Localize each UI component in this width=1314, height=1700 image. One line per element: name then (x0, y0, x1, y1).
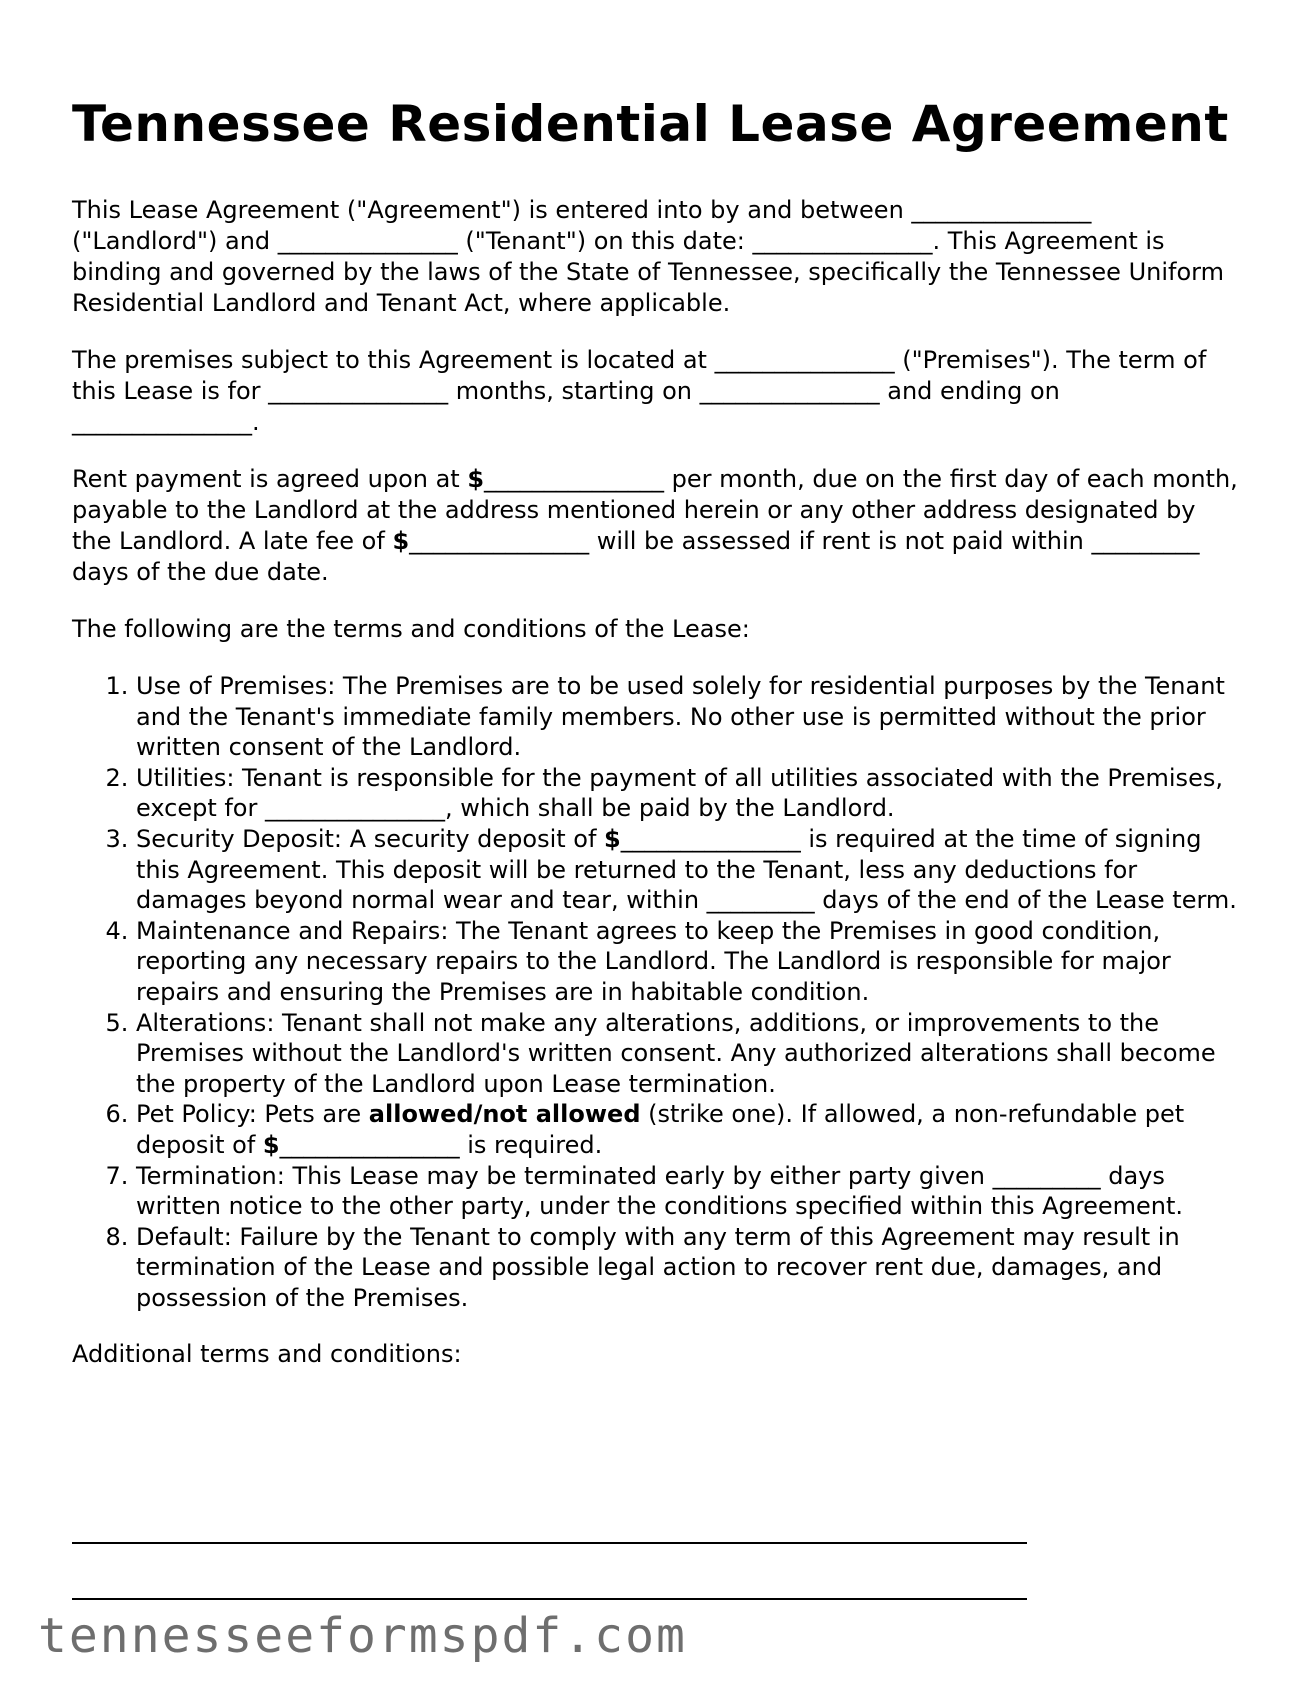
term-text: Utilities: Tenant is responsible for the payment of all utilities associated with the Premises, except for (136, 763, 1223, 823)
start-date-blank[interactable]: _______________ (699, 377, 880, 405)
pet-deposit-blank[interactable]: _______________ (279, 1130, 460, 1159)
utilities-excepted-blank[interactable]: _______________ (265, 794, 445, 823)
additional-terms-line-1[interactable] (72, 1542, 1027, 1544)
rent-text: Rent payment is agreed upon at (72, 465, 468, 493)
intro-text: This Lease Agreement ("Agreement") is entered into by and between (72, 196, 912, 224)
term-alterations: 5. Alterations: Tenant shall not make any alterations, additions, or improvements to the Premises without the Landlord's written consent. Any authorized alterations shall become the property of the Landlord upon Lease termination. (136, 1008, 1242, 1100)
landlord-name-blank[interactable]: _______________ (911, 196, 1092, 224)
term-pet-policy (136, 1099, 1242, 1160)
terms-list (72, 671, 1242, 1313)
agreement-date-blank[interactable]: _______________ (752, 227, 933, 255)
term-default: 8. Default: Failure by the Tenant to comply with any term of this Agreement may result in termination of the Lease and possible legal action to recover rent due, damages, and possession of the Premises. (136, 1222, 1242, 1314)
monthly-rent-blank[interactable]: _______________ (484, 465, 665, 493)
term-utilities (136, 763, 1242, 824)
end-date-blank[interactable]: _______________ (72, 408, 252, 436)
pet-allowed-choice[interactable]: allowed/not allowed (368, 1100, 641, 1129)
intro-text: . This Agreement is binding and governed by the laws of the State of Tennessee, specifically the Tennessee Uniform Residential Landlord and Tenant Act, where applicable. (72, 227, 1224, 317)
premises-text: and ending on (879, 377, 1060, 405)
intro-paragraph (72, 195, 1242, 319)
term-text: (strike one). If allowed, a non-refundable pet deposit of (136, 1100, 1185, 1159)
dollar-sign: $ (392, 527, 410, 555)
premises-text: . (252, 408, 260, 436)
premises-text: The premises subject to this Agreement is located at (72, 346, 715, 374)
dollar-sign: $ (604, 824, 621, 853)
term-use-of-premises: 1. Use of Premises: The Premises are to be used solely for residential purposes by the Tenant and the Tenant's immediate family members. No other use is permitted without the prior written consent of the Landlord. (136, 671, 1242, 763)
intro-text: ("Tenant") on this date: (457, 227, 753, 255)
term-text: , which shall be paid by the Landlord. (445, 794, 895, 823)
grace-days-blank[interactable]: _________ (1091, 527, 1200, 555)
term-security-deposit (136, 824, 1242, 916)
term-text: days of the end of the Lease term. (814, 886, 1237, 915)
tenant-name-blank[interactable]: _______________ (277, 227, 458, 255)
additional-terms-label: Additional terms and conditions: (72, 1340, 462, 1369)
term-text: Termination: This Lease may be terminated early by either party given (136, 1161, 993, 1190)
term-text: days written notice to the other party, under the conditions specified within this Agreement. (136, 1161, 1184, 1221)
term-text: Pet Policy: Pets are (136, 1100, 369, 1129)
premises-address-blank[interactable]: _______________ (714, 346, 895, 374)
rent-text: per month, due on the first day of each month, payable to the Landlord at the address mentioned herein or any other address designated by the Landlord. A late fee of (72, 465, 1238, 555)
term-text: is required. (459, 1130, 603, 1159)
dollar-sign: $ (467, 465, 485, 493)
premises-paragraph (72, 345, 1242, 438)
lease-document (72, 94, 1242, 1396)
dollar-sign: $ (262, 1130, 280, 1159)
watermark: tennesseeformspdf.com (38, 1608, 687, 1664)
lease-term-months-blank[interactable]: _______________ (268, 377, 449, 405)
term-termination (136, 1161, 1242, 1222)
term-text: Security Deposit: A security deposit of (136, 824, 605, 853)
notice-days-blank[interactable]: _________ (992, 1161, 1101, 1190)
terms-intro: The following are the terms and conditions of the Lease: (72, 615, 750, 643)
deposit-return-days-blank[interactable]: _________ (706, 886, 815, 915)
term-text: is required at the time of signing this Agreement. This deposit will be returned to the Tenant, less any deductions for damages beyond normal wear and tear, within (136, 824, 1202, 915)
intro-text: ("Landlord") and (72, 227, 278, 255)
term-maintenance: 4. Maintenance and Repairs: The Tenant agrees to keep the Premises in good condition, reporting any necessary repairs to the Landlord. The Landlord is responsible for major repairs and ensuring the Premises are in habitable condition. (136, 916, 1242, 1008)
rent-text: days of the due date. (72, 558, 329, 586)
premises-text: months, starting on (448, 377, 700, 405)
premises-text: ("Premises"). The term of this Lease is for (72, 346, 1207, 405)
security-deposit-blank[interactable]: _______________ (620, 824, 801, 853)
additional-terms-line-2[interactable] (72, 1598, 1027, 1600)
late-fee-blank[interactable]: _______________ (409, 527, 590, 555)
rent-text: will be assessed if rent is not paid within (589, 527, 1092, 555)
page-title: Tennessee Residential Lease Agreement (72, 95, 1229, 153)
rent-paragraph (72, 464, 1242, 588)
